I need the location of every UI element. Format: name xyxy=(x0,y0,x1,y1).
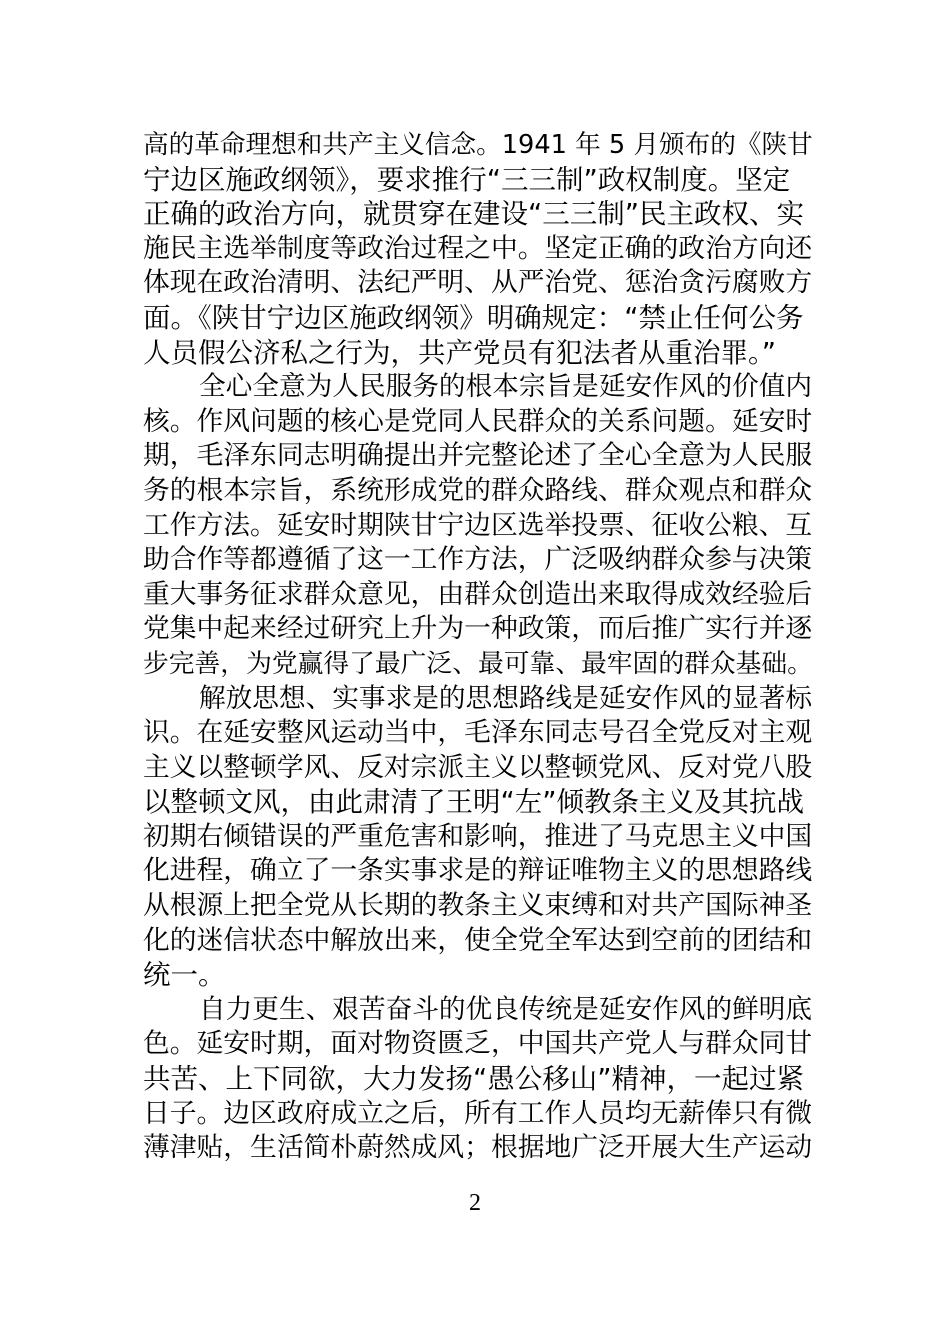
text-line: 人员假公济私之行为，共产党员有犯法者从重治罪。” xyxy=(143,336,776,369)
text-line: 高的革命理想和共产主义信念。1941 年 5 月颁布的《陕甘 xyxy=(143,130,813,160)
text-line: 共苦、上下同欲，大力发扬“愚公移山”精神，一起过紧 xyxy=(143,1063,804,1096)
paragraph-first-line: 自力更生、艰苦奋斗的优良传统是延安作风的鲜明底 xyxy=(199,993,813,1025)
page-number: 2 xyxy=(469,1190,481,1216)
text-line: 统一。 xyxy=(143,959,226,992)
text-line: 步完善，为党赢得了最广泛、最可靠、最牢固的群众基础。 xyxy=(143,648,813,679)
text-line: 初期右倾错误的严重危害和影响，推进了马克思主义中国 xyxy=(143,820,813,852)
text-line: 期，毛泽东同志明确提出并完整论述了全心全意为人民服 xyxy=(143,440,813,472)
text-line: 主义以整顿学风、反对宗派主义以整顿党风、反对党八股 xyxy=(143,751,813,783)
text-line: 重大事务征求群众意见，由群众创造出来取得成效经验后 xyxy=(143,578,813,610)
text-line: 施民主选举制度等政治过程之中。坚定正确的政治方向还 xyxy=(143,232,813,264)
text-line: 助合作等都遵循了这一工作方法，广泛吸纳群众参与决策 xyxy=(143,544,813,576)
text-line: 宁边区施政纲领》，要求推行“三三制”政权制度。坚定 xyxy=(143,163,791,196)
text-line: 化的迷信状态中解放出来，使全党全军达到空前的团结和 xyxy=(143,924,813,956)
text-line: 务的根本宗旨，系统形成党的群众路线、群众观点和群众 xyxy=(143,474,813,506)
text-line: 以整顿文风，由此肃清了王明“左”倾教条主义及其抗战 xyxy=(143,786,804,819)
text-line: 从根源上把全党从长期的教条主义束缚和对共产国际神圣 xyxy=(143,890,813,922)
text-line: 薄津贴，生活简朴蔚然成风；根据地广泛开展大生产运动 xyxy=(143,1132,813,1164)
text-line: 面。《陕甘宁边区施政纲领》明确规定：“禁止任何公务 xyxy=(143,301,804,334)
text-line: 核。作风问题的核心是党同人民群众的关系问题。延安时 xyxy=(143,405,813,437)
text-line: 色。延安时期，面对物资匮乏，中国共产党人与群众同甘 xyxy=(143,1028,813,1060)
paragraph-first-line: 解放思想、实事求是的思想路线是延安作风的显著标 xyxy=(199,682,813,714)
text-line: 日子。边区政府成立之后，所有工作人员均无薪俸只有微 xyxy=(143,1097,813,1129)
text-line: 党集中起来经过研究上升为一种政策，而后推广实行并逐 xyxy=(143,613,813,645)
paragraph-first-line: 全心全意为人民服务的根本宗旨是延安作风的价值内 xyxy=(199,371,813,403)
text-line: 体现在政治清明、法纪严明、从严治党、惩治贪污腐败方 xyxy=(143,267,813,299)
text-line: 工作方法。延安时期陕甘宁边区选举投票、征收公粮、互 xyxy=(143,509,813,541)
text-line: 识。在延安整风运动当中，毛泽东同志号召全党反对主观 xyxy=(143,717,813,749)
body-text xyxy=(143,128,813,1166)
text-line: 化进程，确立了一条实事求是的辩证唯物主义的思想路线 xyxy=(143,855,813,887)
text-line: 正确的政治方向，就贯穿在建设“三三制”民主政权、实 xyxy=(143,198,804,231)
